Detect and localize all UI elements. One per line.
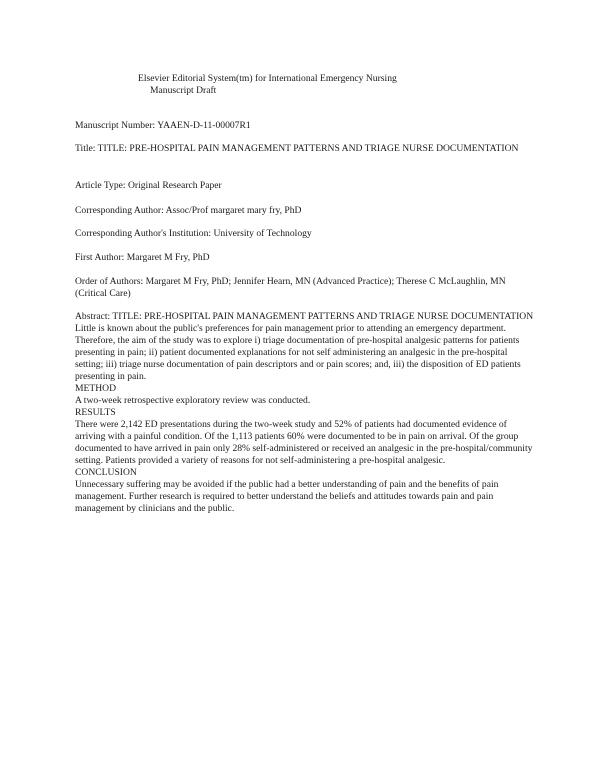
first-author: First Author: Margaret M Fry, PhD	[75, 252, 210, 263]
abstract-section	[75, 311, 535, 515]
conclusion-heading: CONCLUSION	[75, 467, 137, 478]
results-text: There were 2,142 ED presentations during the two-week study and 52% of patients had documented evidence of arriving with a painful condition. Of the 1,113 patients 60% were documented to be in pain on arrival. Of the group documented to have arrived in pain only 28% self-administered or received an analgesic in the pre-hospital/community setting. Patients provided a variety of reasons for not self-administering a pre-hospital analgesic.	[75, 419, 533, 466]
method-text: A two-week retrospective exploratory review was conducted.	[75, 395, 311, 406]
corresponding-institution: Corresponding Author's Institution: University of Technology	[75, 228, 312, 239]
document-header	[138, 73, 397, 97]
order-of-authors: Order of Authors: Margaret M Fry, PhD; Jennifer Hearn, MN (Advanced Practice); Therese C McLaughlin, MN (Critical Care)	[75, 276, 506, 299]
manuscript-number: Manuscript Number: YAAEN-D-11-00007R1	[75, 120, 251, 131]
results-heading: RESULTS	[75, 407, 116, 418]
method-heading: METHOD	[75, 383, 117, 394]
manuscript-title: Title: TITLE: PRE-HOSPITAL PAIN MANAGEMENT PATTERNS AND TRIAGE NURSE DOCUMENTATION	[75, 143, 519, 154]
article-type: Article Type: Original Research Paper	[75, 180, 222, 191]
corresponding-author: Corresponding Author: Assoc/Prof margaret mary fry, PhD	[75, 205, 302, 216]
header-system-name: Elsevier Editorial System(tm) for International Emergency Nursing	[138, 73, 397, 84]
abstract-heading: Abstract: TITLE: PRE-HOSPITAL PAIN MANAGEMENT PATTERNS AND TRIAGE NURSE DOCUMENTATION	[75, 311, 534, 322]
header-draft-label: Manuscript Draft	[150, 85, 217, 96]
abstract-intro: Little is known about the public's preferences for pain management prior to attending an emergency department. Therefore, the aim of the study was to explore i) triage documentation of pre-hospital analgesic patterns for patients presenting in pain; ii) patient documented explanations for not self administering an analgesic in the pre-hospital setting; iii) triage nurse documentation of pain descriptors and or pain scores; and, iii) the disposition of ED patients presenting in pain.	[75, 323, 521, 382]
conclusion-text: Unnecessary suffering may be avoided if the public had a better understanding of pain and the benefits of pain management. Further research is required to better understand the beliefs and attitudes towards pain and pain management by clinicians and the public.	[75, 479, 499, 514]
